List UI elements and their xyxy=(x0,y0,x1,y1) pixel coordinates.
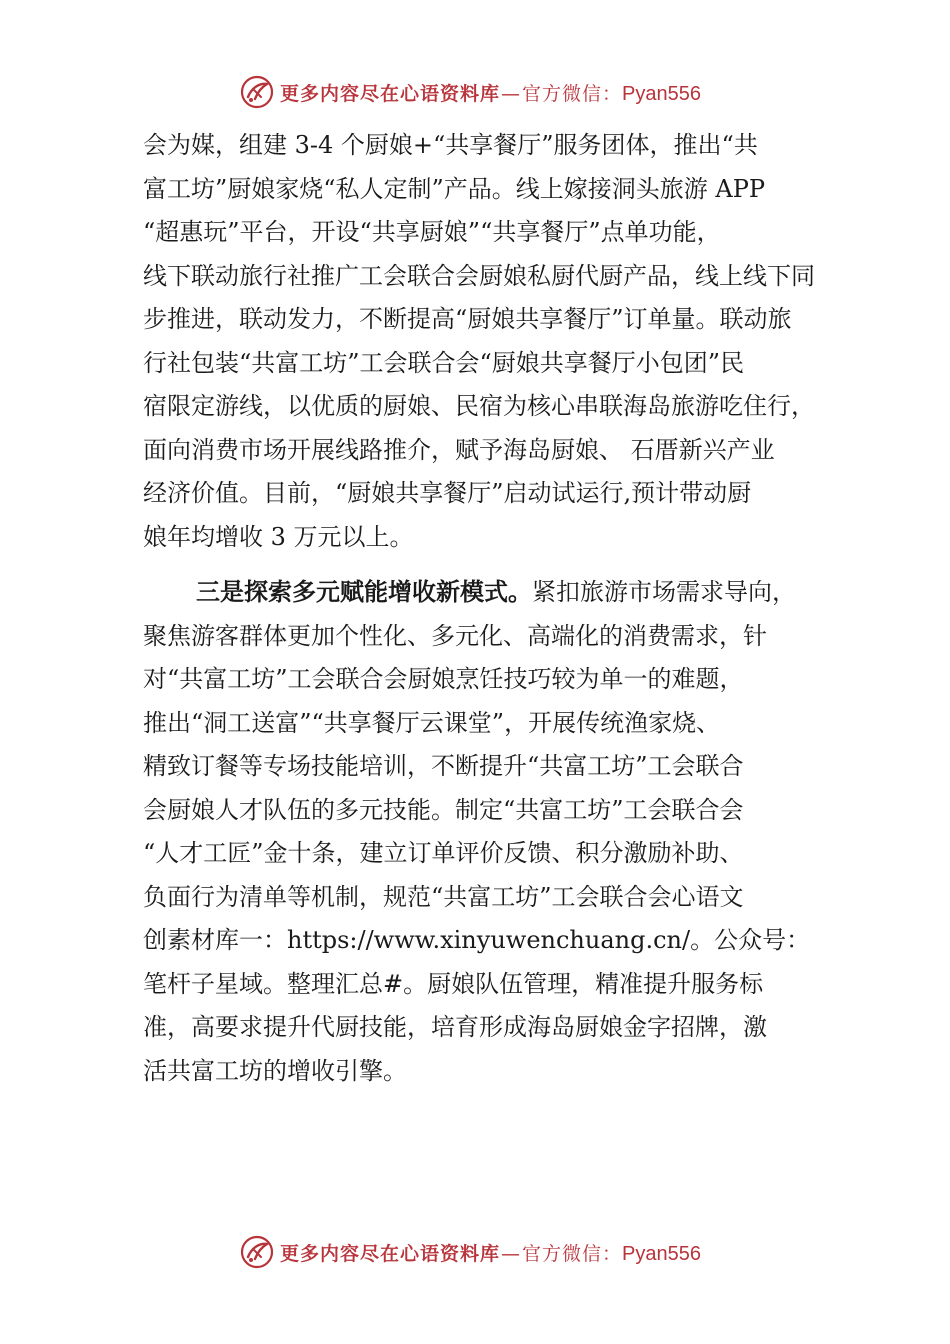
footer-banner-sep: — xyxy=(501,1242,522,1265)
header-banner-main: 更多内容尽在心语资料库 xyxy=(280,82,501,105)
paragraph-line: 行社包装“共富工坊”工会联合会“厨娘共享餐厅小包团”民 xyxy=(143,348,745,377)
header-banner-id: Pyan556 xyxy=(622,82,701,105)
paragraph-line: 对“共富工坊”工会联合会厨娘烹饪技巧较为单一的难题， xyxy=(143,665,744,693)
paragraph-line: 面向消费市场开展线路推介，赋予海岛厨娘、 石厝新兴产业 xyxy=(143,435,775,464)
paragraph-line: 会厨娘人才队伍的多元技能。制定“共富工坊”工会联合会 xyxy=(143,795,744,824)
paragraph-line: 活共富工坊的增收引擎。 xyxy=(143,1056,407,1085)
quill-logo-icon xyxy=(240,75,274,109)
paragraph-line: 富工坊”厨娘家烧“私人定制”产品。线上嫁接洞头旅游 APP xyxy=(143,174,766,203)
document-body xyxy=(143,124,823,1093)
paragraph-line: “超惠玩”平台，开设“共享厨娘”“共享餐厅”点单功能， xyxy=(143,218,721,246)
footer-banner-id: Pyan556 xyxy=(622,1242,701,1265)
paragraph-line: “人才工匠”金十条，建立订单评价反馈、积分激励补助、 xyxy=(143,839,744,867)
footer-banner-wechat: 官方微信： xyxy=(522,1242,623,1265)
paragraph-line: 准，高要求提升代厨技能，培育形成海岛厨娘金字招牌，激 xyxy=(143,1013,767,1041)
header-banner-text xyxy=(280,79,701,106)
quill-logo-icon xyxy=(240,1235,274,1269)
paragraph-line: 精致订餐等专场技能培训，不断提升“共富工坊”工会联合 xyxy=(143,752,744,780)
paragraph-line: 推出“洞工送富”“共享餐厅云课堂”，开展传统渔家烧、 xyxy=(143,708,721,737)
header-banner xyxy=(240,74,701,110)
paragraph-line: 负面行为清单等机制，规范“共富工坊”工会联合会心语文 xyxy=(143,882,744,911)
paragraph-line: 聚焦游客群体更加个性化、多元化、高端化的消费需求，针 xyxy=(143,621,767,650)
paragraph-line: 笔杆子星域。整理汇总#。厨娘队伍管理，精准提升服务标 xyxy=(143,969,764,998)
footer-banner xyxy=(240,1234,701,1270)
paragraph-line: 会为媒，组建 3-4 个厨娘+“共享餐厅”服务团体，推出“共 xyxy=(143,131,758,159)
paragraph-1 xyxy=(143,124,823,559)
first-line-text: 紧扣旅游市场需求导向， xyxy=(532,578,796,606)
section-heading: 三是探索多元赋能增收新模式。 xyxy=(196,578,532,606)
paragraph-line: 宿限定游线，以优质的厨娘、民宿为核心串联海岛旅游吃住行， xyxy=(143,392,815,420)
paragraph-2 xyxy=(143,571,823,1093)
paragraph-line: 经济价值。目前，“厨娘共享餐厅”启动试运行,预计带动厨 xyxy=(143,479,752,507)
header-banner-wechat: 官方微信： xyxy=(522,82,623,105)
footer-banner-main: 更多内容尽在心语资料库 xyxy=(280,1242,501,1265)
paragraph-line: 线下联动旅行社推广工会联合会厨娘私厨代厨产品，线上线下同 xyxy=(143,261,815,290)
paragraph-first-line xyxy=(143,571,823,615)
header-banner-sep: — xyxy=(501,82,522,105)
footer-banner-text xyxy=(280,1239,701,1266)
paragraph-line: 娘年均增收 3 万元以上。 xyxy=(143,522,414,551)
paragraph-line: 创素材库一：https://www.xinyuwenchuang.cn/。公众号： xyxy=(143,926,811,954)
paragraph-line: 步推进，联动发力，不断提高“厨娘共享餐厅”订单量。联动旅 xyxy=(143,305,792,333)
